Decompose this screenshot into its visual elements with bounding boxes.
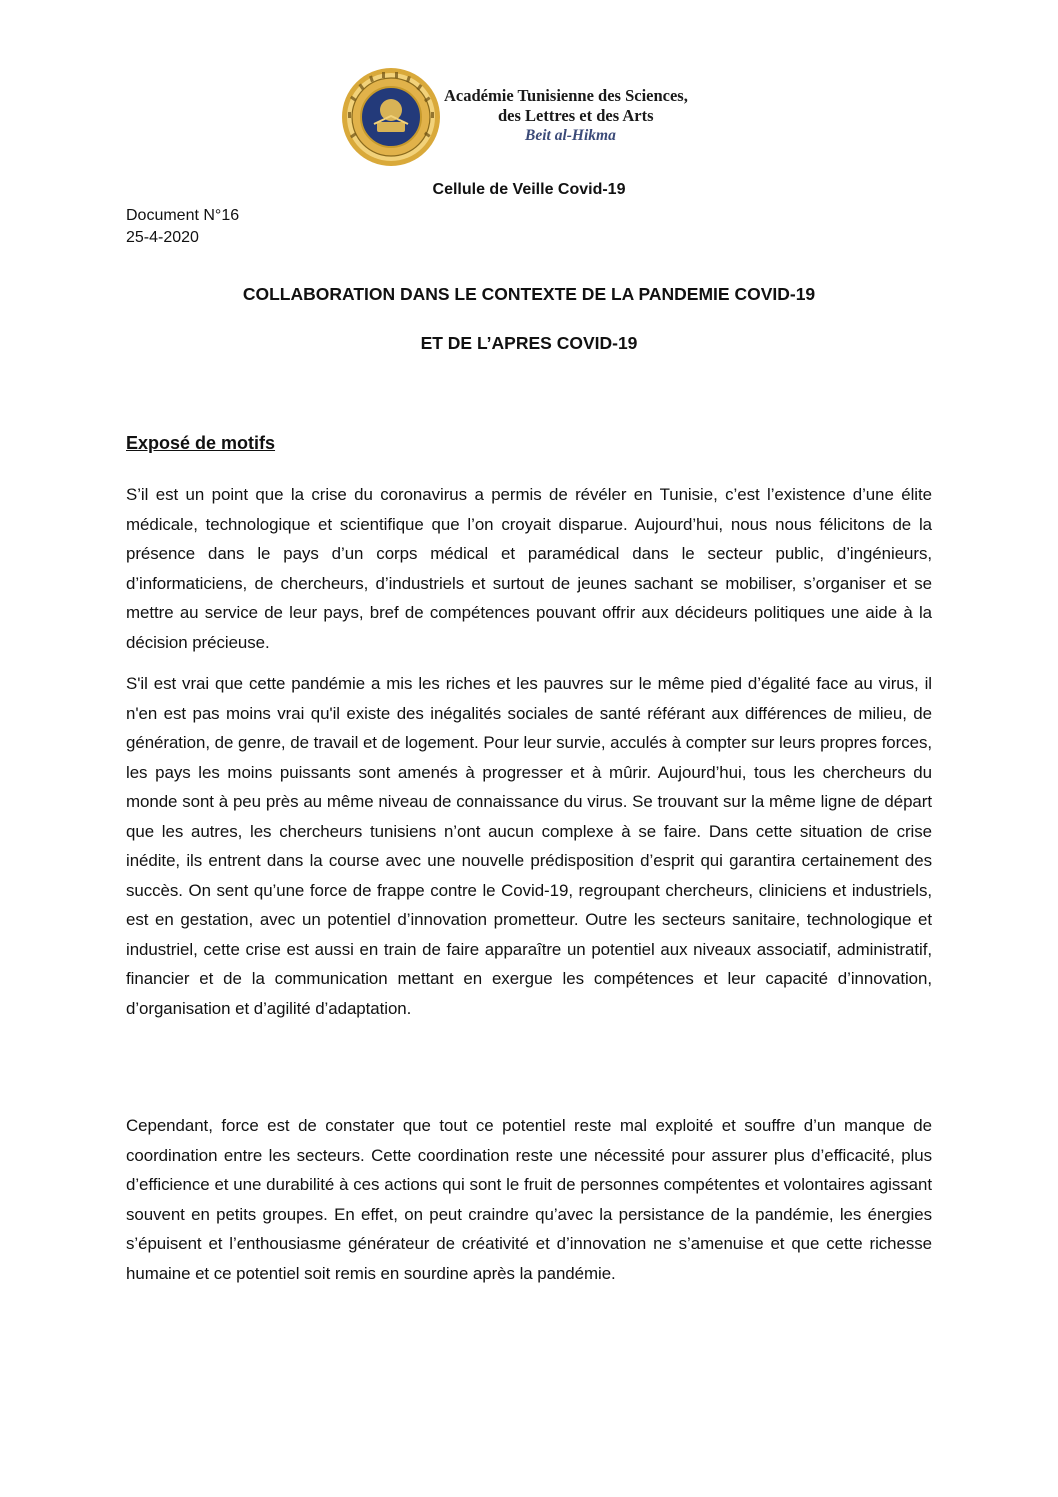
cell-title: Cellule de Veille Covid-19 xyxy=(432,181,626,198)
paragraph-1: S’il est un point que la crise du coronavirus a permis de révéler en Tunisie, c’est l’existence d’une élite médicale, technologique et scientifique que l’on croyait disparue. Aujourd’hui, nous nous félicitons de la présence dans le pays d’un corps médical et paramédical dans le secteur public, d’ingénieurs, d’informaticiens, de chercheurs, d’industriels et surtout de jeunes sachant se mobiliser, s’organiser et se mettre au service de leur pays, bref de compétences pouvant offrir aux décideurs politiques une aide à la décision précieuse. xyxy=(126,485,932,652)
document-number: Document N°16 xyxy=(126,207,240,224)
document-title-line1: COLLABORATION DANS LE CONTEXTE DE LA PANDEMIE COVID-19 xyxy=(242,284,816,304)
organization-name-line2: des Lettres et des Arts xyxy=(498,106,654,125)
organization-name-line1: Académie Tunisienne des Sciences, xyxy=(444,86,688,105)
academy-seal-icon xyxy=(340,66,442,168)
section-heading: Exposé de motifs xyxy=(126,433,276,453)
letterhead xyxy=(340,66,760,166)
organization-subtitle: Beit al-Hikma xyxy=(525,127,616,144)
document-date: 25-4-2020 xyxy=(126,229,199,246)
document-title-line2: ET DE L’APRES COVID-19 xyxy=(420,333,638,353)
paragraph-3: Cependant, force est de constater que tout ce potentiel reste mal exploité et souffre d’un manque de coordination entre les secteurs. Cette coordination reste une nécessité pour assurer plus d’efficacité, plus d’efficience et une durabilité à ces actions qui sont le fruit de personnes compétentes et volontaires agissant souvent en petits groupes. En effet, on peut craindre qu’avec la persistance de la pandémie, les énergies s’épuisent et l’enthousiasme générateur de créativité et d’innovation ne s’amenuise et que cette richesse humaine et ce potentiel soit remis en sourdine après la pandémie. xyxy=(126,1116,932,1283)
paragraph-2: S'il est vrai que cette pandémie a mis les riches et les pauvres sur le même pied d’égalité face au virus, il n'en est pas moins vrai qu'il existe des inégalités sociales de santé référant aux différences de milieu, de génération, de genre, de travail et de logement. Pour leur survie, acculés à compter sur leurs propres forces, les pays les moins puissants sont amenés à progresser et à mûrir. Aujourd’hui, tous les chercheurs du monde sont à peu près au même niveau de connaissance du virus. Se trouvant sur la même ligne de départ que les autres, les chercheurs tunisiens n’ont aucun complexe à se faire. Dans cette situation de crise inédite, ils entrent dans la course avec une nouvelle prédisposition d’esprit qui garantira certainement des succès. On sent qu’une force de frappe contre le Covid-19, regroupant chercheurs, cliniciens et industriels, est en gestation, avec un potentiel d’innovation prometteur. Outre les secteurs sanitaire, technologique et industriel, cette crise est aussi en train de faire apparaître un potentiel aux niveaux associatif, administratif, financier et de la communication mettant en exergue les compétences et leur capacité d’innovation, d’organisation et d’agilité d’adaptation. xyxy=(126,674,932,1018)
